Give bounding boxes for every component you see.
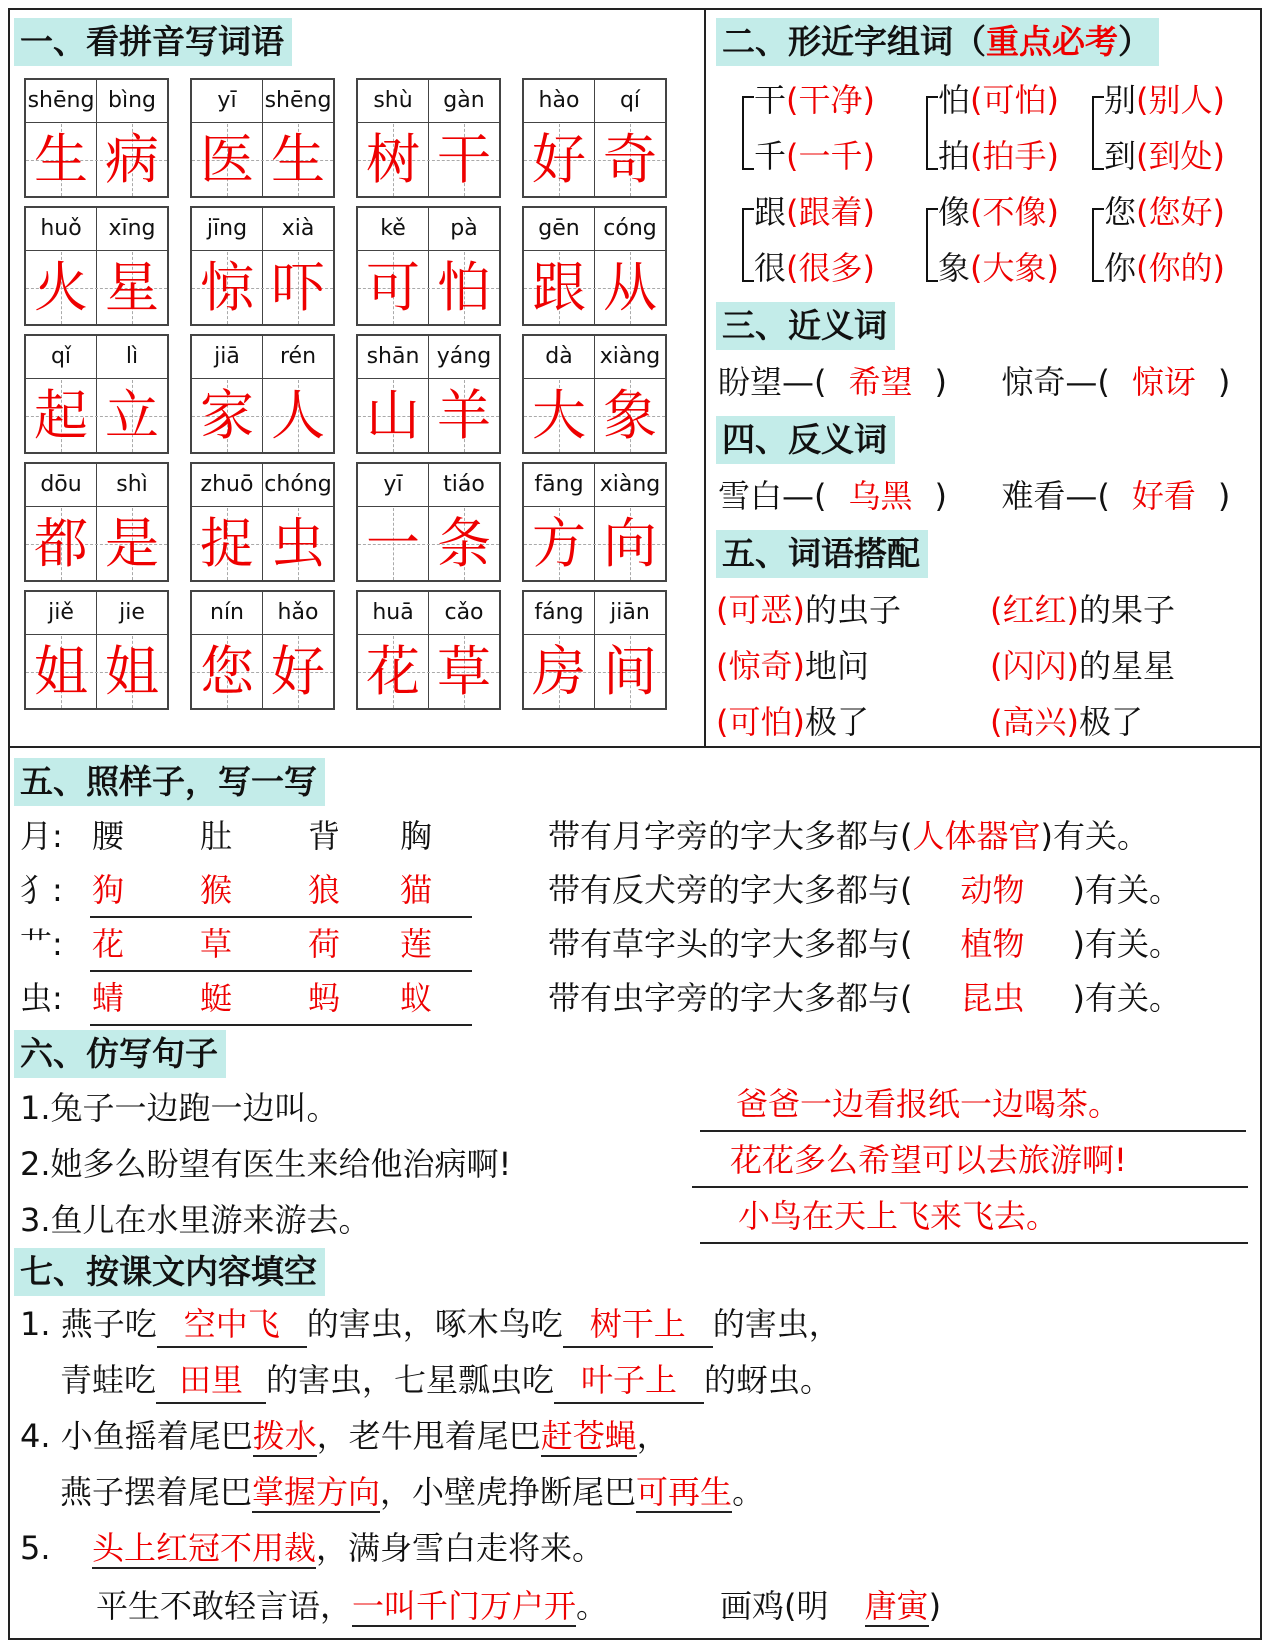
- pinyin-left: zhuō: [200, 472, 254, 497]
- pinyin-left: dà: [545, 344, 573, 369]
- char-a: 别: [1104, 81, 1137, 119]
- radical-char: 蚁: [400, 979, 433, 1017]
- section-synonyms-title: 三、近义词: [716, 302, 895, 350]
- radical-char: 花: [92, 925, 125, 963]
- hanzi-right: 姐: [105, 640, 159, 703]
- section-pinyin-title: 一、看拼音写词语: [14, 18, 292, 66]
- radical-char: 蜓: [200, 979, 233, 1017]
- pinyin-right: hǎo: [277, 600, 319, 625]
- radical: 月: [20, 817, 53, 855]
- collocation-answer: 可恶: [728, 591, 793, 629]
- collocation-answer: 惊奇: [728, 647, 793, 685]
- pinyin-card: [522, 334, 667, 454]
- pinyin-left: dōu: [40, 472, 82, 497]
- pinyin-left: nín: [210, 600, 244, 625]
- hanzi-right: 奇: [603, 128, 657, 191]
- hanzi-left: 姐: [34, 640, 88, 703]
- word-a: 可怕: [982, 81, 1047, 119]
- section-text-fill-title: 七、按课文内容填空: [14, 1248, 325, 1296]
- radical: 犭: [20, 871, 53, 909]
- hanzi-left: 跟: [532, 256, 586, 319]
- hanzi-left: 山: [366, 384, 420, 447]
- pinyin-card: [190, 334, 335, 454]
- word-b: 你的: [1148, 249, 1213, 287]
- hanzi-left: 都: [34, 512, 88, 575]
- hanzi-right: 生: [271, 128, 325, 191]
- char-b: 拍: [938, 137, 971, 175]
- pinyin-left: jiā: [214, 344, 240, 369]
- hanzi-right: 草: [437, 640, 491, 703]
- hanzi-right: 吓: [271, 256, 325, 319]
- word-a: 别人: [1148, 81, 1213, 119]
- pinyin-left: kě: [380, 216, 406, 241]
- pinyin-card: [24, 590, 169, 710]
- word-a: 跟着: [798, 193, 863, 231]
- fill-line-5: 5. 头上红冠不用裁，满身雪白走将来。: [20, 1529, 605, 1567]
- hanzi-right: 间: [603, 640, 657, 703]
- pinyin-card: [190, 590, 335, 710]
- collocation-item: (可怕)极了: [716, 703, 869, 741]
- imitation-answer: 小鸟在天上飞来飞去。: [738, 1197, 1059, 1235]
- word-b: 到处: [1148, 137, 1213, 175]
- char-a: 跟: [754, 193, 787, 231]
- hanzi-left: 惊: [200, 256, 254, 319]
- pinyin-left: shù: [373, 88, 413, 113]
- radical-char: 猴: [200, 871, 233, 909]
- radical: 虫: [20, 979, 53, 1017]
- fill-line-2: 青蛙吃 田里 的害虫，七星瓢虫吃 叶子上 的蚜虫。: [60, 1358, 832, 1404]
- pinyin-right: shēng: [264, 88, 332, 113]
- hanzi-right: 是: [105, 512, 159, 575]
- hanzi-right: 立: [105, 384, 159, 447]
- pinyin-card: [356, 78, 501, 198]
- word-a: 干净: [798, 81, 863, 119]
- fill-line-4b: 燕子摆着尾巴掌握方向，小壁虎挣断尾巴可再生。: [60, 1473, 765, 1511]
- pinyin-left: jīng: [206, 216, 248, 241]
- pinyin-card: [522, 462, 667, 582]
- radical: 艹: [20, 925, 53, 963]
- pinyin-card: [356, 590, 501, 710]
- similar-char-group: 您(您好) 你(你的): [1092, 190, 1270, 300]
- pinyin-right: xià: [281, 216, 315, 241]
- row-divider: [8, 746, 1262, 748]
- radical-char: 蜻: [92, 979, 125, 1017]
- collocation-item: (红红)的果子: [990, 591, 1175, 629]
- hanzi-left: 大: [532, 384, 586, 447]
- word-a: 不像: [982, 193, 1047, 231]
- collocation-answer: 可怕: [728, 703, 793, 741]
- radical-char: 肚: [200, 817, 233, 855]
- hanzi-right: 虫: [271, 512, 325, 575]
- pinyin-right: jie: [119, 600, 145, 625]
- pinyin-card: [24, 78, 169, 198]
- hanzi-left: 可: [366, 256, 420, 319]
- hanzi-left: 一: [366, 512, 420, 575]
- hanzi-left: 医: [200, 128, 254, 191]
- hanzi-left: 房: [532, 640, 586, 703]
- hanzi-left: 火: [34, 256, 88, 319]
- pinyin-left: shēng: [27, 88, 95, 113]
- fill-line-1: 1. 燕子吃 空中飞 的害虫，啄木鸟吃 树干上 的害虫，: [20, 1302, 841, 1348]
- hanzi-right: 象: [603, 384, 657, 447]
- example-sentence: 2.她多么盼望有医生来给他治病啊!: [20, 1145, 512, 1183]
- pinyin-right: cǎo: [444, 600, 484, 625]
- section-imitate-title: 六、仿写句子: [14, 1030, 226, 1078]
- hanzi-left: 树: [366, 128, 420, 191]
- hanzi-right: 羊: [437, 384, 491, 447]
- hanzi-right: 从: [603, 256, 657, 319]
- similar-char-group: 怕(可怕) 拍(拍手): [926, 78, 1116, 188]
- hanzi-left: 起: [34, 384, 88, 447]
- pinyin-left: yī: [383, 472, 403, 497]
- pinyin-left: jiě: [48, 600, 74, 625]
- radical-meaning-answer: 动物: [960, 871, 1025, 909]
- hanzi-right: 条: [437, 512, 491, 575]
- radical-char: 草: [200, 925, 233, 963]
- radical-char: 狗: [92, 871, 125, 909]
- pinyin-card: [24, 462, 169, 582]
- pinyin-right: lì: [125, 344, 139, 369]
- similar-char-group: 干(干净) 千(一千): [742, 78, 932, 188]
- imitation-answer: 花花多么希望可以去旅游啊!: [730, 1141, 1127, 1179]
- collocation-item: (高兴)极了: [990, 703, 1143, 741]
- pinyin-card: [190, 206, 335, 326]
- pinyin-right: shì: [116, 472, 148, 497]
- pinyin-card: [522, 206, 667, 326]
- hanzi-right: 怕: [437, 256, 491, 319]
- pinyin-right: rén: [279, 344, 317, 369]
- pinyin-card: [356, 334, 501, 454]
- pinyin-left: gēn: [538, 216, 580, 241]
- hanzi-right: 人: [271, 384, 325, 447]
- pinyin-left: qǐ: [50, 344, 72, 369]
- collocation-item: (惊奇)地问: [716, 647, 869, 685]
- example-sentence: 3.鱼儿在水里游来游去。: [20, 1201, 371, 1239]
- pinyin-left: huǒ: [40, 216, 82, 241]
- hanzi-left: 捉: [200, 512, 254, 575]
- radical-char: 蚂: [308, 979, 341, 1017]
- section-radicals-title: 五、照样子，写一写: [14, 758, 325, 806]
- pinyin-left: hào: [538, 88, 580, 113]
- char-b: 你: [1104, 249, 1137, 287]
- imitation-answer: 爸爸一边看报纸一边喝茶。: [736, 1085, 1121, 1123]
- word-b: 很多: [798, 249, 863, 287]
- radical-char: 腰: [92, 817, 125, 855]
- radical-char: 狼: [308, 871, 341, 909]
- hanzi-right: 干: [437, 128, 491, 191]
- hanzi-left: 方: [532, 512, 586, 575]
- pinyin-right: xiàng: [599, 472, 661, 497]
- radical-meaning-answer: 植物: [960, 925, 1025, 963]
- pinyin-card: [190, 78, 335, 198]
- hanzi-right: 星: [105, 256, 159, 319]
- pinyin-right: yáng: [436, 344, 492, 369]
- pinyin-right: jiān: [610, 600, 650, 625]
- word-b: 大象: [982, 249, 1047, 287]
- hanzi-right: 向: [603, 512, 657, 575]
- pinyin-right: qí: [619, 88, 641, 113]
- column-divider: [704, 8, 706, 748]
- pinyin-card: [356, 206, 501, 326]
- synonym-row: 盼望—( 希望 ) 惊奇—( 惊讶 ): [718, 363, 1231, 401]
- similar-char-group: 跟(跟着) 很(很多): [742, 190, 932, 300]
- radical-char: 胸: [400, 817, 433, 855]
- pinyin-right: bìng: [108, 88, 156, 113]
- char-b: 到: [1104, 137, 1137, 175]
- similar-char-group: 像(不像) 象(大象): [926, 190, 1116, 300]
- char-b: 很: [754, 249, 787, 287]
- collocation-item: (可恶)的虫子: [716, 591, 901, 629]
- char-a: 像: [938, 193, 971, 231]
- char-b: 千: [754, 137, 787, 175]
- pinyin-card: [356, 462, 501, 582]
- pinyin-right: gàn: [443, 88, 485, 113]
- antonym-row: 雪白—( 乌黑 ) 难看—( 好看 ): [718, 477, 1231, 515]
- collocation-item: (闪闪)的星星: [990, 647, 1175, 685]
- collocation-answer: 高兴: [1002, 703, 1067, 741]
- word-a: 您好: [1148, 193, 1213, 231]
- pinyin-right: pà: [450, 216, 478, 241]
- hanzi-left: 花: [366, 640, 420, 703]
- collocation-answer: 红红: [1002, 591, 1067, 629]
- hanzi-left: 家: [200, 384, 254, 447]
- section-antonyms-title: 四、反义词: [716, 416, 895, 464]
- pinyin-right: xīng: [108, 216, 156, 241]
- char-b: 象: [938, 249, 971, 287]
- hanzi-left: 好: [532, 128, 586, 191]
- radical-meaning-answer: 昆虫: [960, 979, 1025, 1017]
- hanzi-right: 病: [105, 128, 159, 191]
- pinyin-card: [522, 78, 667, 198]
- section-similar-chars-title: 二、形近字组词（重点必考）: [716, 18, 1159, 66]
- similar-char-group: 别(别人) 到(到处): [1092, 78, 1270, 188]
- pinyin-left: fáng: [534, 600, 584, 625]
- pinyin-left: huā: [372, 600, 414, 625]
- pinyin-card: [522, 590, 667, 710]
- hanzi-right: 好: [271, 640, 325, 703]
- word-b: 一千: [798, 137, 863, 175]
- hanzi-left: 您: [200, 640, 254, 703]
- fill-line-5b: 平生不敢轻言语，一叫千门万户开。 画鸡(明 唐寅): [96, 1587, 942, 1625]
- pinyin-right: tiáo: [443, 472, 485, 497]
- pinyin-card: [24, 206, 169, 326]
- fill-line-4: 4. 小鱼摇着尾巴拨水，老牛甩着尾巴赶苍蝇，: [20, 1417, 669, 1455]
- pinyin-card: [190, 462, 335, 582]
- radical-meaning-answer: 人体器官: [912, 817, 1041, 855]
- char-a: 您: [1104, 193, 1137, 231]
- pinyin-card: [24, 334, 169, 454]
- pinyin-left: shān: [366, 344, 420, 369]
- pinyin-right: chóng: [264, 472, 332, 497]
- radical-char: 背: [308, 817, 341, 855]
- pinyin-right: xiàng: [599, 344, 661, 369]
- radical-char: 莲: [400, 925, 433, 963]
- collocation-answer: 闪闪: [1002, 647, 1067, 685]
- hanzi-left: 生: [34, 128, 88, 191]
- radical-char: 荷: [308, 925, 341, 963]
- pinyin-left: yī: [217, 88, 237, 113]
- pinyin-right: cóng: [603, 216, 657, 241]
- pinyin-left: fāng: [534, 472, 584, 497]
- example-sentence: 1.兔子一边跑一边叫。: [20, 1089, 339, 1127]
- radical-char: 猫: [400, 871, 433, 909]
- char-a: 干: [754, 81, 787, 119]
- word-b: 拍手: [982, 137, 1047, 175]
- char-a: 怕: [938, 81, 971, 119]
- section-collocation-title: 五、词语搭配: [716, 530, 928, 578]
